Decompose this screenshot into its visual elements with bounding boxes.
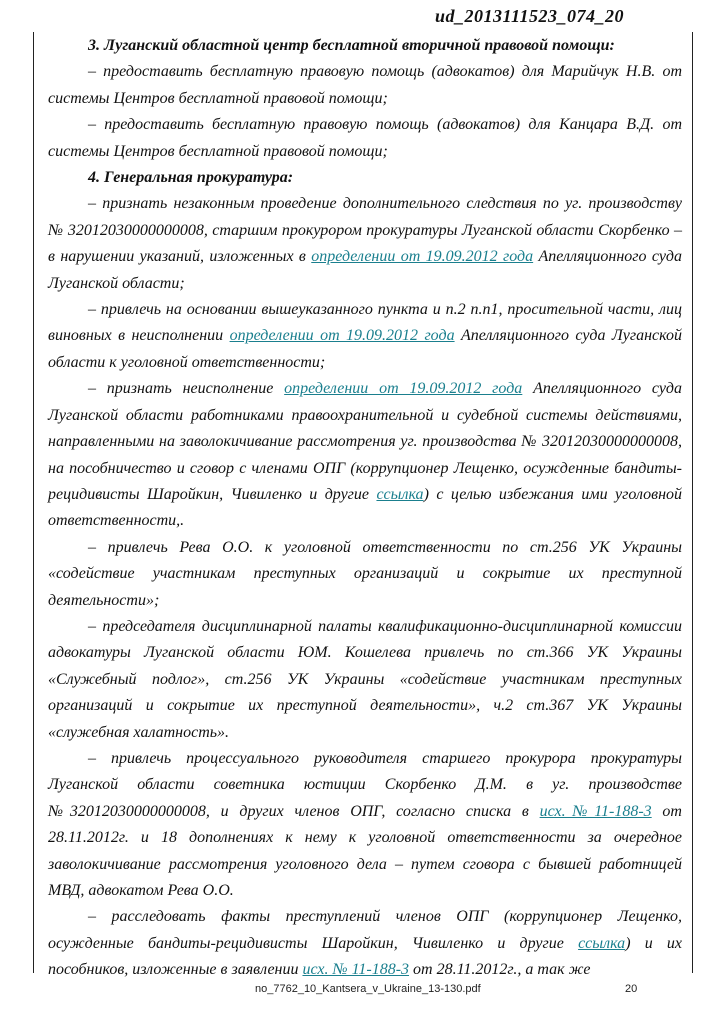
- paragraph-text: Апелляционного суда Луганской области работниками правоохранительной и судебной системы действиями, направленными на заволокичивание рассмотрения уг. производства № 32012030000000008, на пособничество и сговор с членами ОПГ (коррупционер Лещенко, осужденные бандиты-рецидивисты Шаройкин, Чивиленко и другие: [48, 380, 683, 503]
- paragraph-text: – признать незаконным проведение дополнительного следствия по уг. производству № 32012030000000008, старшим прокурором прокуратуры Луганской области Скорбенко – в нарушении указаний, изложенных в: [48, 195, 682, 266]
- paragraph-text: от 28.11.2012г. и 18 дополнениях к нему к уголовной ответственности за очередное заволокичивание рассмотрения уголовного дела – путем сговора с бывшей работницей МВД, адвокатом Рева О.О.: [48, 802, 682, 899]
- paragraph-text: Апелляционного суда Луганской области;: [48, 248, 682, 292]
- document-id: ud_2013111523_074_20: [434, 6, 624, 26]
- paragraph-text: Апелляционного суда Луганской области к уголовной ответственности;: [48, 327, 683, 371]
- paragraph-text: от 28.11.2012г., а так же: [409, 961, 591, 979]
- list-paragraph: [48, 112, 682, 165]
- paragraph-text: ) и их пособников, изложенные в заявлении: [48, 934, 683, 979]
- paragraph-text: ) с целью избежания ими уголовной ответственности,.: [48, 485, 683, 530]
- list-paragraph: [48, 535, 682, 614]
- section-heading: [48, 33, 682, 59]
- paragraph-text: – расследовать факты преступлений членов ОПГ (коррупционер Лещенко, осужденные бандиты-рецидивисты Шаройкин, Чивиленко и другие: [48, 908, 682, 952]
- paragraph-text: – привлечь процессуального руководителя старшего прокурора прокуратуры Луганской области советника юстиции Скорбенко Д.М. в уг. производстве №32012030000000008, и других членов ОПГ, согласно списка в: [48, 749, 682, 820]
- document-body: [48, 33, 682, 984]
- list-paragraph: [48, 191, 682, 297]
- list-paragraph: [48, 904, 682, 983]
- paragraph-text: – признать неисполнение: [88, 380, 285, 398]
- reference-link[interactable]: исх. № 11-188-3: [302, 961, 410, 979]
- reference-link[interactable]: ссылка: [578, 934, 626, 952]
- footer-filename: no_7762_10_Kantsera_v_Ukraine_13-130.pdf: [255, 983, 481, 995]
- list-paragraph: [48, 297, 682, 376]
- reference-link[interactable]: ссылка: [376, 485, 424, 503]
- paragraph-text: 3. Луганский областной центр бесплатной вторичной правовой помощи:: [88, 37, 615, 54]
- paragraph-text: 4. Генеральная прокуратура:: [88, 169, 294, 187]
- reference-link[interactable]: определении от 19.09.2012 года: [229, 327, 455, 345]
- reference-link[interactable]: определении от 19.09.2012 года: [311, 248, 534, 266]
- reference-link[interactable]: исх.№11-188-3: [539, 802, 652, 820]
- paragraph-text: – предоставить бесплатную правовую помощь (адвокатов) для Марийчук Н.В. от системы Центров бесплатной правовой помощи;: [48, 63, 682, 107]
- section-heading: [48, 165, 682, 191]
- reference-link[interactable]: определении от 19.09.2012 года: [284, 380, 523, 398]
- list-paragraph: [48, 746, 682, 904]
- list-paragraph: [48, 59, 682, 112]
- paragraph-text: – председателя дисциплинарной палаты квалификационно-дисциплинарной комиссии адвокатуры Луганской области ЮМ. Кошелева привлечь по ст.366 УК Украины «Служебный подлог», ст.256 УК Украины «содействие участникам преступных организаций и сокрытие их преступной деятельности», ч.2 ст.367 УК Украины «служебная халатность».: [48, 617, 682, 741]
- list-paragraph: [48, 614, 682, 746]
- footer-page-number: 20: [625, 983, 638, 995]
- paragraph-text: – привлечь на основании вышеуказанного пункта и п.2 п.п1, просительной части, лиц виновных в неисполнении: [48, 301, 682, 345]
- paragraph-text: – привлечь Рева О.О. к уголовной ответственности по ст.256 УК Украины «содействие участникам преступных организаций и сокрытие их преступной деятельности»;: [48, 538, 682, 609]
- paragraph-text: – предоставить бесплатную правовую помощь (адвокатов) для Канцара В.Д. от системы Центров бесплатной правовой помощи;: [48, 116, 682, 160]
- list-paragraph: [48, 376, 682, 534]
